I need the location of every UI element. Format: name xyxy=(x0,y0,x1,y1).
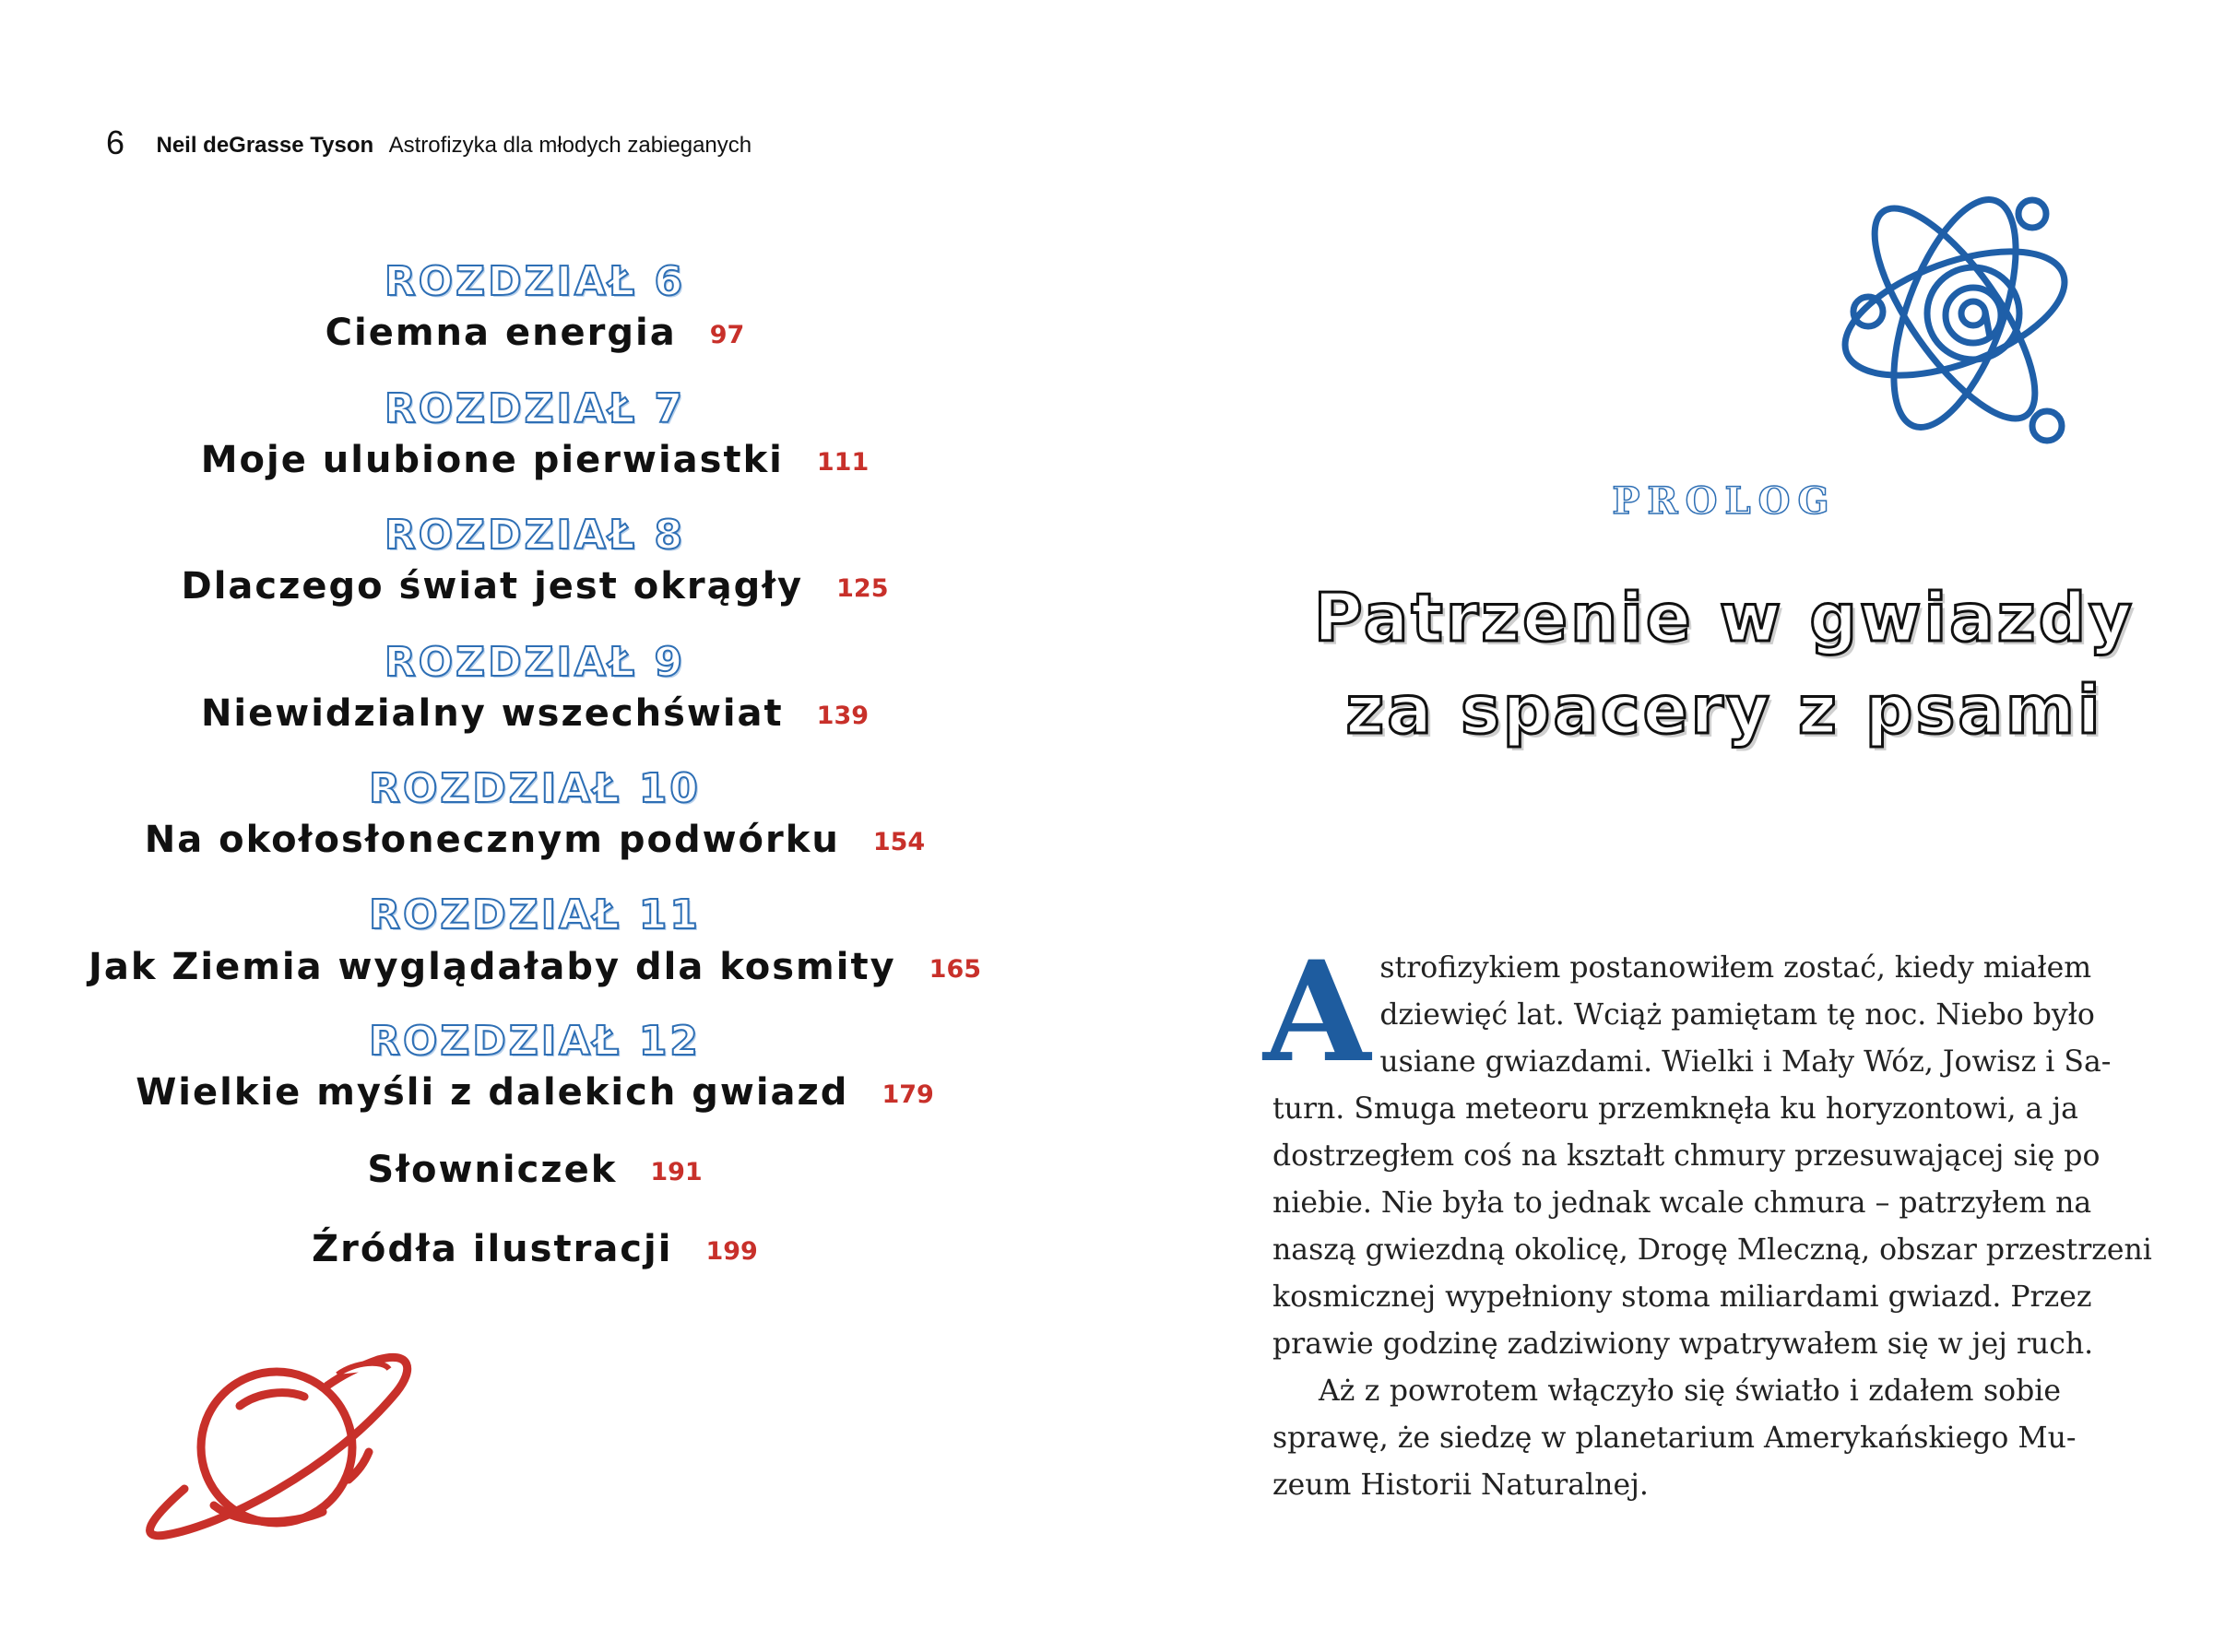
toc-entry-10[interactable] xyxy=(0,819,1070,861)
text-line: usiane gwiazdami. Wielki i Mały Wóz, Jowisz i Sa- xyxy=(1379,1045,2112,1079)
paragraph-1 xyxy=(1263,931,2152,1368)
toc-entry-title: Słowniczek xyxy=(367,1149,618,1191)
toc-entry-glossary[interactable] xyxy=(0,1149,1070,1191)
toc-entry-page: 125 xyxy=(836,574,889,603)
toc-chapter-12: ROZDZIAŁ 12 xyxy=(369,1018,701,1065)
book-title: Astrofizyka dla młodych zabieganych xyxy=(388,133,752,158)
text-line: dziewięć lat. Wciąż pamiętam tę noc. Niebo było xyxy=(1379,998,2095,1032)
toc-entry-page: 165 xyxy=(929,955,982,984)
toc-entry-title: Źródła ilustracji xyxy=(312,1228,673,1270)
drop-cap: A xyxy=(1263,931,1371,1093)
toc-entry-title: Moje ulubione pierwiastki xyxy=(200,439,784,481)
page-number: 6 xyxy=(106,124,125,161)
chapter-title xyxy=(1226,572,2213,756)
chapter-title-line-2: za spacery z psami xyxy=(1345,671,2103,749)
paragraph-2 xyxy=(1272,1368,2077,1509)
toc-entry-11[interactable] xyxy=(0,946,1070,988)
toc-chapter-9: ROZDZIAŁ 9 xyxy=(384,639,686,686)
text-line: sprawę, że siedzę w planetarium Amerykańskiego Mu- xyxy=(1272,1422,2077,1455)
toc-entry-7[interactable] xyxy=(0,439,1070,481)
text-line: naszą gwiezdną okolicę, Drogę Mleczną, obszar przestrzeni xyxy=(1272,1233,2152,1267)
toc-entry-9[interactable] xyxy=(0,692,1070,735)
toc-entry-6[interactable] xyxy=(0,312,1070,354)
text-line: dostrzegłem coś na kształt chmury przesuwającej się po xyxy=(1272,1139,2101,1173)
text-line: kosmicznej wypełniony stoma miliardami gwiazd. Przez xyxy=(1272,1280,2092,1314)
toc-entry-page: 111 xyxy=(816,448,870,477)
text-line: turn. Smuga meteoru przemknęła ku horyzontowi, a ja xyxy=(1272,1092,2078,1126)
text-line: strofizykiem postanowiłem zostać, kiedy miałem xyxy=(1379,951,2092,985)
toc-chapter-6: ROZDZIAŁ 6 xyxy=(384,258,686,305)
atom-icon xyxy=(1835,157,2075,461)
toc-entry-sources[interactable] xyxy=(0,1228,1070,1270)
chapter-title-line-1: Patrzenie w gwiazdy xyxy=(1313,579,2136,656)
toc-entry-title: Ciemna energia xyxy=(325,312,677,354)
author-name: Neil deGrasse Tyson xyxy=(156,133,374,158)
toc-entry-page: 191 xyxy=(650,1158,703,1186)
toc-entry-page: 154 xyxy=(872,828,926,856)
toc-entry-title: Jak Ziemia wyglądałaby dla kosmity xyxy=(88,946,896,988)
toc-entry-page: 179 xyxy=(882,1080,934,1109)
toc-entry-page: 97 xyxy=(709,321,745,349)
toc-entry-title: Dlaczego świat jest okrągły xyxy=(181,565,804,608)
toc-chapter-8: ROZDZIAŁ 8 xyxy=(384,512,686,559)
prolog-body-text xyxy=(1263,931,2152,1509)
toc-entry-title: Na okołosłonecznym podwórku xyxy=(144,819,840,861)
text-line: zeum Historii Naturalnej. xyxy=(1272,1469,1649,1502)
toc-entry-8[interactable] xyxy=(0,565,1070,608)
toc-entry-title: Niewidzialny wszechświat xyxy=(200,692,784,735)
text-line: prawie godzinę zadziwiony wpatrywałem się w jej ruch. xyxy=(1272,1328,2094,1361)
text-line: Aż z powrotem włączyło się światło i zdałem sobie xyxy=(1319,1375,2061,1408)
toc-entry-page: 199 xyxy=(705,1237,758,1266)
toc-chapter-10: ROZDZIAŁ 10 xyxy=(369,765,701,812)
toc-chapter-11: ROZDZIAŁ 11 xyxy=(369,891,701,938)
prolog-label: PROLOG xyxy=(1612,479,1837,523)
text-line: niebie. Nie była to jednak wcale chmura – patrzyłem na xyxy=(1272,1186,2092,1220)
planet-icon xyxy=(129,1341,424,1544)
toc-entry-12[interactable] xyxy=(0,1071,1070,1114)
running-header xyxy=(106,124,751,162)
toc-entry-page: 139 xyxy=(816,702,870,730)
toc-entry-title: Wielkie myśli z dalekich gwiazd xyxy=(136,1071,849,1114)
toc-chapter-7: ROZDZIAŁ 7 xyxy=(384,385,686,432)
